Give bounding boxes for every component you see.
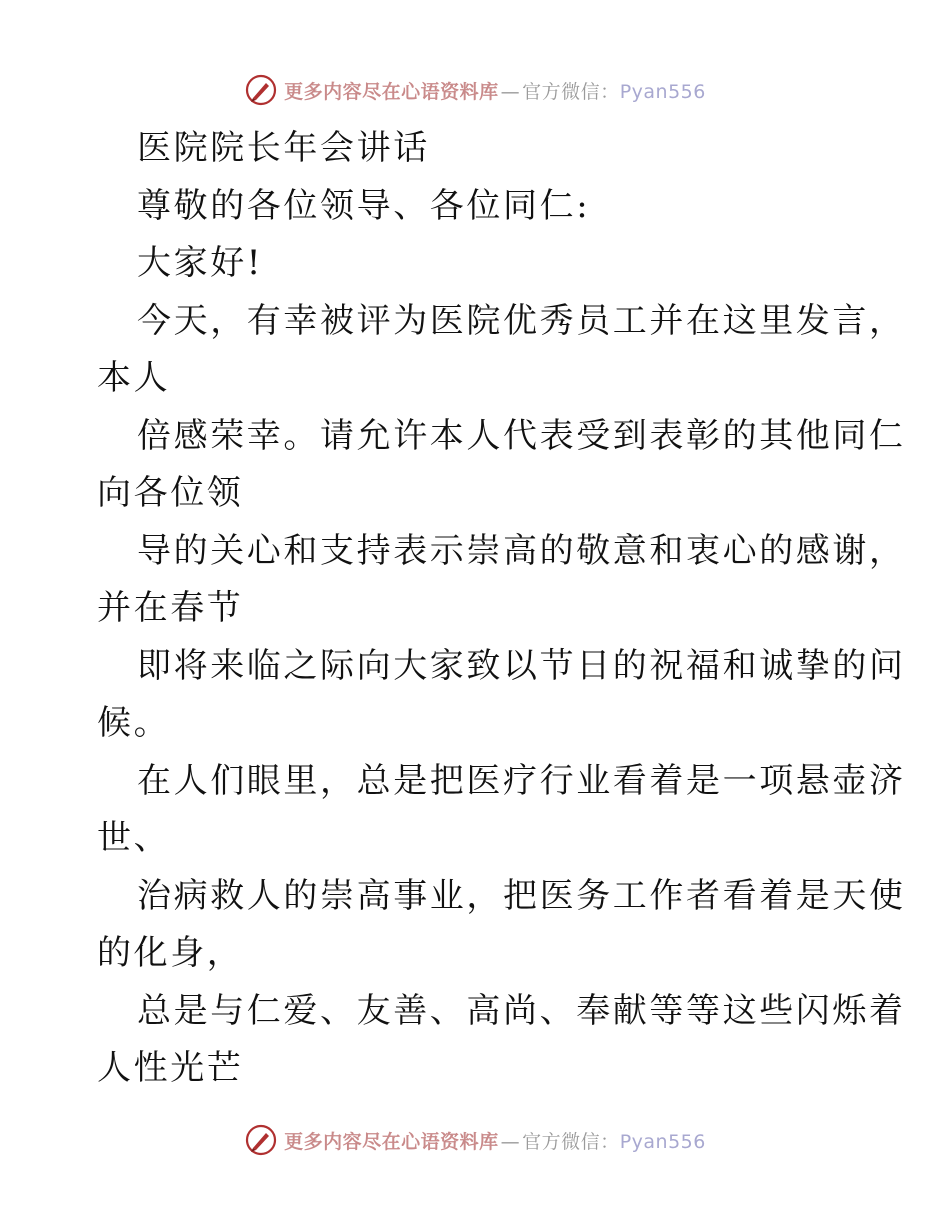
watermark-main-text: 更多内容尽在心语资料库 [284, 1130, 499, 1153]
text-line: 医院院长年会讲话 [137, 128, 430, 168]
text-line: 总是与仁爱、友善、高尚、奉献等等这些闪烁着 [137, 990, 906, 1031]
text-line: 本人 [97, 358, 171, 398]
watermark-brand-text: 官方微信： [522, 1130, 620, 1153]
text-line: 大家好! [137, 243, 264, 283]
text-line: 导的关心和支持表示崇高的敬意和衷心的感谢， [137, 530, 906, 571]
text-line: 人性光芒 [97, 1048, 244, 1088]
text-line: 今天，有幸被评为医院优秀员工并在这里发言， [137, 300, 906, 341]
text-line: 在人们眼里，总是把医疗行业看着是一项悬壶济 [137, 760, 906, 801]
pen-logo-icon [244, 1123, 278, 1157]
watermark-id-text: Pyan556 [619, 80, 706, 103]
text-line: 候。 [97, 703, 171, 743]
watermark-dash: — [500, 80, 521, 103]
text-line: 并在春节 [97, 588, 244, 628]
footer-watermark [0, 1120, 950, 1160]
watermark-main-text: 更多内容尽在心语资料库 [284, 80, 499, 103]
pen-logo-icon [244, 73, 278, 107]
watermark-id-text: Pyan556 [619, 1130, 706, 1153]
watermark-dash: — [500, 1130, 521, 1153]
text-line: 世、 [97, 818, 171, 858]
text-line: 尊敬的各位领导、各位同仁: [137, 185, 591, 226]
text-line: 的化身， [97, 933, 244, 973]
text-line: 倍感荣幸。请允许本人代表受到表彰的其他同仁 [137, 415, 906, 456]
text-line: 即将来临之际向大家致以节日的祝福和诚挚的问 [137, 645, 906, 686]
header-watermark [0, 70, 950, 110]
document-body [97, 120, 906, 1098]
text-line: 向各位领 [97, 473, 244, 513]
watermark-brand-text: 官方微信： [522, 80, 620, 103]
text-line: 治病救人的崇高事业，把医务工作者看着是天使 [137, 875, 906, 916]
